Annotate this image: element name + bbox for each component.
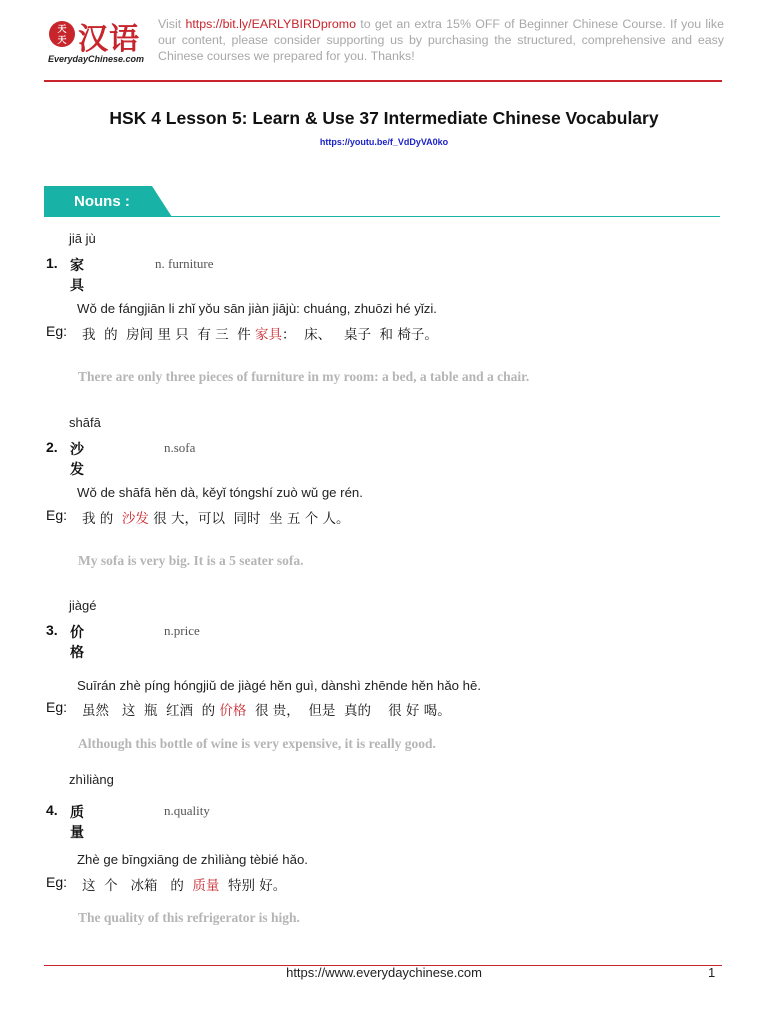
example-chinese — [82, 507, 350, 527]
section-header-nouns — [44, 186, 720, 218]
example-pinyin: Wǒ de shāfā hěn dà, kěyǐ tóngshí zuò wǔ ge rén. — [77, 485, 363, 500]
video-link[interactable]: https://youtu.be/f_VdDyVA0ko — [319, 137, 449, 147]
svg-text:天: 天 — [57, 25, 67, 35]
promo-text — [158, 16, 724, 64]
example-highlight: 家具 — [255, 327, 282, 343]
word-definition: n.quality — [164, 803, 210, 818]
example-chinese — [82, 874, 286, 894]
example-chinese — [82, 699, 451, 719]
word-hanzi: 家具 — [70, 258, 87, 294]
everydaychinese-logo[interactable] — [44, 14, 154, 70]
word-hanzi: 质量 — [70, 805, 87, 841]
example-before: 我 的 — [82, 511, 122, 527]
example-after: 特别 好。 — [219, 878, 287, 894]
word-pinyin: jiā jù — [69, 231, 96, 246]
entry-number: 3. — [46, 622, 58, 638]
example-translation: The quality of this refrigerator is high. — [78, 910, 300, 925]
example-translation: There are only three pieces of furniture in my room: a bed, a table and a chair. — [78, 369, 530, 384]
word-hanzi: 沙发 — [70, 442, 87, 478]
svg-text:天: 天 — [57, 36, 67, 46]
page-title: HSK 4 Lesson 5: Learn & Use 37 Intermediate Chinese Vocabulary — [109, 108, 659, 128]
word-pinyin: zhìliàng — [69, 772, 114, 787]
header-divider — [44, 80, 722, 82]
logo-chinese-text: 汉语 — [78, 22, 140, 57]
word-pinyin: shāfā — [69, 415, 101, 430]
word-definition: n.sofa — [164, 440, 196, 455]
logo-mark-icon — [48, 16, 76, 52]
example-after: 很 大，可以 同时 坐 五 个 人。 — [148, 511, 350, 527]
page-number: 1 — [708, 965, 716, 980]
promo-suffix: to get an extra 15% OFF of Beginner Chinese Course. If you like our content, please consider supporting us by purchasing the structured, comprehensive and easy Chinese courses we prepared for you. Thanks! — [158, 17, 724, 63]
logo-english-text: EverydayChinese.com — [48, 54, 145, 64]
example-translation: Although this bottle of wine is very expensive, it is really good. — [78, 736, 436, 751]
entry-number: 4. — [46, 802, 58, 818]
example-after: ： 床、 桌子 和 椅子。 — [282, 327, 438, 343]
eg-label: Eg: — [46, 699, 68, 715]
section-underline — [164, 216, 720, 217]
word-pinyin: jiàgé — [69, 598, 97, 613]
example-after: 很 贵， 但是 真的 很 好 喝。 — [246, 703, 451, 719]
example-translation: My sofa is very big. It is a 5 seater sofa. — [78, 553, 304, 568]
example-highlight: 沙发 — [121, 511, 149, 527]
example-chinese — [82, 323, 438, 343]
word-hanzi: 价格 — [70, 625, 87, 661]
example-highlight: 质量 — [192, 878, 220, 894]
entry-number: 1. — [46, 255, 58, 271]
eg-label: Eg: — [46, 874, 68, 890]
word-definition: n. furniture — [155, 256, 214, 271]
example-pinyin: Zhè ge bīngxiāng de zhìliàng tèbié hǎo. — [77, 852, 308, 867]
word-definition: n.price — [164, 623, 200, 638]
example-pinyin: Suīrán zhè píng hóngjiǔ de jiàgé hěn guì, dànshì zhēnde hěn hǎo hē. — [77, 678, 482, 693]
example-pinyin: Wǒ de fángjiān li zhǐ yǒu sān jiàn jiājù: chuáng, zhuōzi hé yǐzi. — [77, 301, 437, 316]
eg-label: Eg: — [46, 507, 68, 523]
example-before: 我 的 房间 里 只 有 三 件 — [82, 327, 255, 343]
footer-website-link[interactable]: https://www.everydaychinese.com — [286, 965, 482, 980]
example-highlight: 价格 — [219, 703, 247, 719]
example-before: 虽然 这 瓶 红酒 的 — [82, 703, 220, 719]
page-header — [44, 14, 724, 80]
section-label: Nouns : — [74, 193, 130, 210]
eg-label: Eg: — [46, 323, 68, 339]
promo-link[interactable]: https://bit.ly/EARLYBIRDpromo — [185, 17, 356, 31]
entry-number: 2. — [46, 439, 58, 455]
section-tab — [44, 186, 172, 217]
promo-prefix: Visit — [158, 17, 186, 31]
example-before: 这 个 冰箱 的 — [82, 878, 193, 894]
